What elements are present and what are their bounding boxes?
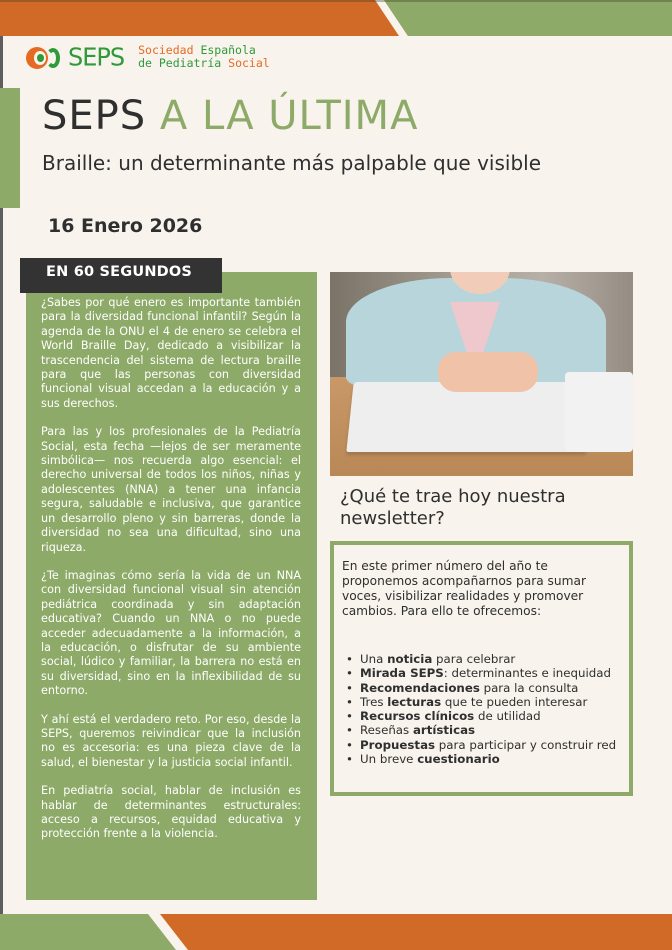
newsletter-contents-box — [330, 541, 633, 796]
list-item: • Recursos clínicos de utilidad — [346, 709, 619, 723]
sixty-seconds-label: EN 60 SEGUNDOS — [20, 258, 222, 293]
list-item: • Mirada SEPS: determinantes e inequidad — [346, 666, 619, 680]
top-decorative-stripe — [0, 0, 672, 36]
newsletter-title — [42, 93, 418, 139]
seps-logo-mark-icon — [24, 42, 66, 72]
title-part-seps: SEPS — [42, 93, 147, 139]
org-name-part: de Pediatría — [138, 56, 222, 70]
body-paragraph: Para las y los profesionales de la Pediatría Social, esta fecha —lejos de ser meramente simbólica— nos recuerda algo esencial: el derecho universal de todos los niños, niñas y adolescentes (NNA) a tener una infancia segura, saludable e inclusiva, que garantice un desarrollo pleno y sin barreras, donde la diversidad no sea una dificultad, sino una riqueza. — [41, 425, 301, 554]
body-paragraph: Y ahí está el verdadero reto. Por eso, desde la SEPS, queremos reivindicar que la inclusión no es accesoria: es una pieza clave de la salud, el bienestar y la justicia social infantil. — [41, 712, 301, 769]
list-item: • Reseñas artísticas — [346, 723, 619, 737]
list-item: • Tres lecturas que te pueden interesar — [346, 695, 619, 709]
list-item: • Una noticia para celebrar — [346, 652, 619, 666]
seps-logo — [24, 42, 270, 72]
organization-name — [138, 44, 270, 70]
title-accent-bar — [0, 88, 20, 208]
body-paragraph: En pediatría social, hablar de inclusión es hablar de determinantes estructurales: acceso a recursos, equidad educativa y protección frente a la violencia. — [41, 784, 301, 841]
newsletter-intro: En este primer número del año te proponemos acompañarnos para sumar voces, visibilizar realidades y promover cambios. Para ello te ofrecemos: — [342, 559, 586, 618]
body-paragraph: ¿Te imaginas cómo sería la vida de un NNA con diversidad funcional visual sin atención pediátrica coordinada y sin adaptación educativa? Cuando un NNA o no puede acceder adecuadamente a la información, a la educación, o disfrutar de su ambiente social, lúdico y familiar, la barrera no está en su diversidad, sino en la inflexibilidad de su entorno. — [41, 568, 301, 698]
body-paragraph: ¿Sabes por qué enero es importante también para la diversidad funcional infantil? Según la agenda de la ONU el 4 de enero se celebra el World Braille Day, dedicado a visibilizar la trascendencia del sistema de lectura braille para que las personas con diversidad funcional visual accedan a la educación y a sus derechos. — [41, 296, 301, 410]
org-name-part: Social — [228, 56, 270, 70]
newsletter-subtitle: Braille: un determinante más palpable que visible — [42, 151, 541, 175]
list-item: • Recomendaciones para la consulta — [346, 681, 619, 695]
sixty-seconds-body — [41, 296, 301, 856]
list-item: • Propuestas para participar y construir red — [346, 738, 619, 752]
org-name-part: Española — [200, 43, 256, 57]
newsletter-contents-list — [342, 652, 619, 766]
logo-wordmark: SEPS — [68, 42, 125, 72]
org-name-part: Sociedad — [138, 43, 194, 57]
title-part-a-la-ultima: A LA ÚLTIMA — [159, 93, 419, 139]
bottom-decorative-stripe — [0, 914, 672, 950]
newsletter-contents-heading: ¿Qué te trae hoy nuestra newsletter? — [340, 486, 566, 529]
list-item: • Un breve cuestionario — [346, 752, 619, 766]
braille-reading-photo — [330, 272, 633, 476]
issue-date: 16 Enero 2026 — [48, 215, 203, 237]
